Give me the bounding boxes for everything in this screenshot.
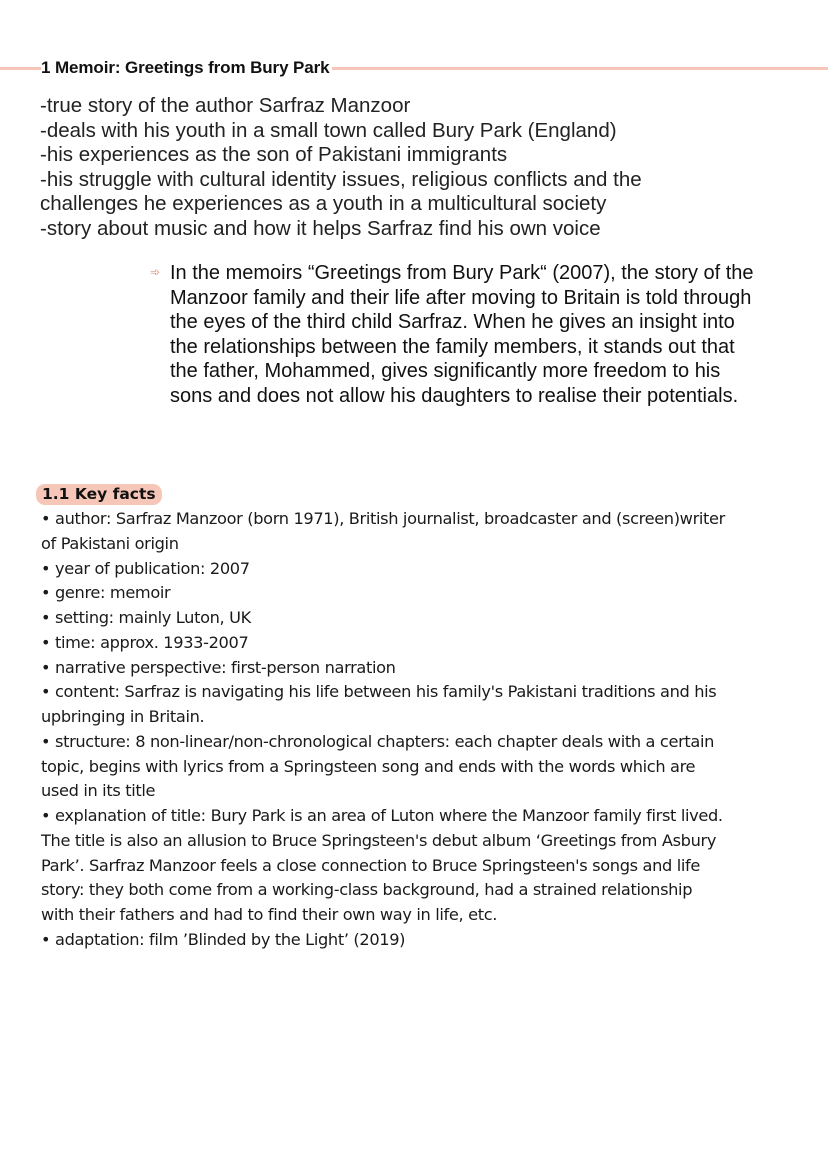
fact-line: • year of publication: 2007 bbox=[41, 558, 250, 578]
fact-line: Park’. Sarfraz Manzoor feels a close connection to Bruce Springsteen's songs and life bbox=[41, 855, 700, 875]
summary-block bbox=[150, 261, 810, 409]
fact-line: used in its title bbox=[41, 781, 156, 801]
section-heading-memoir: 1 Memoir: Greetings from Bury Park bbox=[41, 58, 330, 77]
fact-line: • narrative perspective: first-person narration bbox=[41, 657, 396, 677]
summary-line: the eyes of the third child Sarfraz. When he gives an insight into bbox=[170, 311, 735, 334]
intro-line: challenges he experiences as a youth in a multicultural society bbox=[40, 192, 607, 215]
fact-line: story: they both come from a working-class background, had a strained relationship bbox=[41, 880, 693, 900]
fact-line: • time: approx. 1933-2007 bbox=[41, 632, 249, 652]
intro-line: -story about music and how it helps Sarfraz find his own voice bbox=[40, 216, 601, 240]
fact-line: • author: Sarfraz Manzoor (born 1971), British journalist, broadcaster and (screen)writer bbox=[41, 509, 725, 528]
fact-line: • adaptation: film ’Blinded by the Light’ (2019) bbox=[41, 929, 406, 949]
fact-line: • explanation of title: Bury Park is an area of Luton where the Manzoor family first lived. bbox=[41, 806, 723, 825]
fact-line: • structure: 8 non-linear/non-chronological chapters: each chapter deals with a certain bbox=[41, 731, 714, 751]
fact-line: of Pakistani origin bbox=[41, 533, 179, 553]
fact-line: with their fathers and had to find their own way in life, etc. bbox=[41, 905, 498, 924]
fact-line: • genre: memoir bbox=[41, 583, 171, 603]
summary-line: sons and does not allow his daughters to realise their potentials. bbox=[170, 384, 739, 407]
summary-line: Manzoor family and their life after moving to Britain is told through bbox=[170, 286, 752, 309]
summary-text bbox=[170, 261, 810, 409]
fact-line: topic, begins with lyrics from a Springsteen song and ends with the words which are bbox=[41, 756, 696, 776]
intro-line: -his struggle with cultural identity issues, religious conflicts and the bbox=[40, 167, 642, 191]
summary-line: the relationships between the family members, it stands out that bbox=[170, 335, 735, 358]
intro-list bbox=[40, 94, 800, 241]
fact-line: • content: Sarfraz is navigating his life between his family's Pakistani traditions and his bbox=[41, 682, 717, 702]
section-heading-key-facts: 1.1 Key facts bbox=[36, 484, 162, 505]
intro-line: -his experiences as the son of Pakistani immigrants bbox=[40, 143, 508, 166]
fact-line: The title is also an allusion to Bruce Springsteen's debut album ‘Greetings from Asbury bbox=[41, 830, 717, 850]
key-facts-list bbox=[41, 507, 801, 953]
intro-line: -true story of the author Sarfraz Manzoor bbox=[40, 94, 411, 117]
summary-line: the father, Mohammed, gives significantly more freedom to his bbox=[170, 360, 721, 383]
summary-line: In the memoirs “Greetings from Bury Park“ (2007), the story of the bbox=[170, 262, 754, 284]
fact-line: upbringing in Britain. bbox=[41, 707, 205, 726]
fact-line: • setting: mainly Luton, UK bbox=[41, 608, 251, 627]
intro-line: -deals with his youth in a small town called Bury Park (England) bbox=[40, 118, 617, 142]
arrow-icon: ➾ bbox=[150, 265, 161, 279]
